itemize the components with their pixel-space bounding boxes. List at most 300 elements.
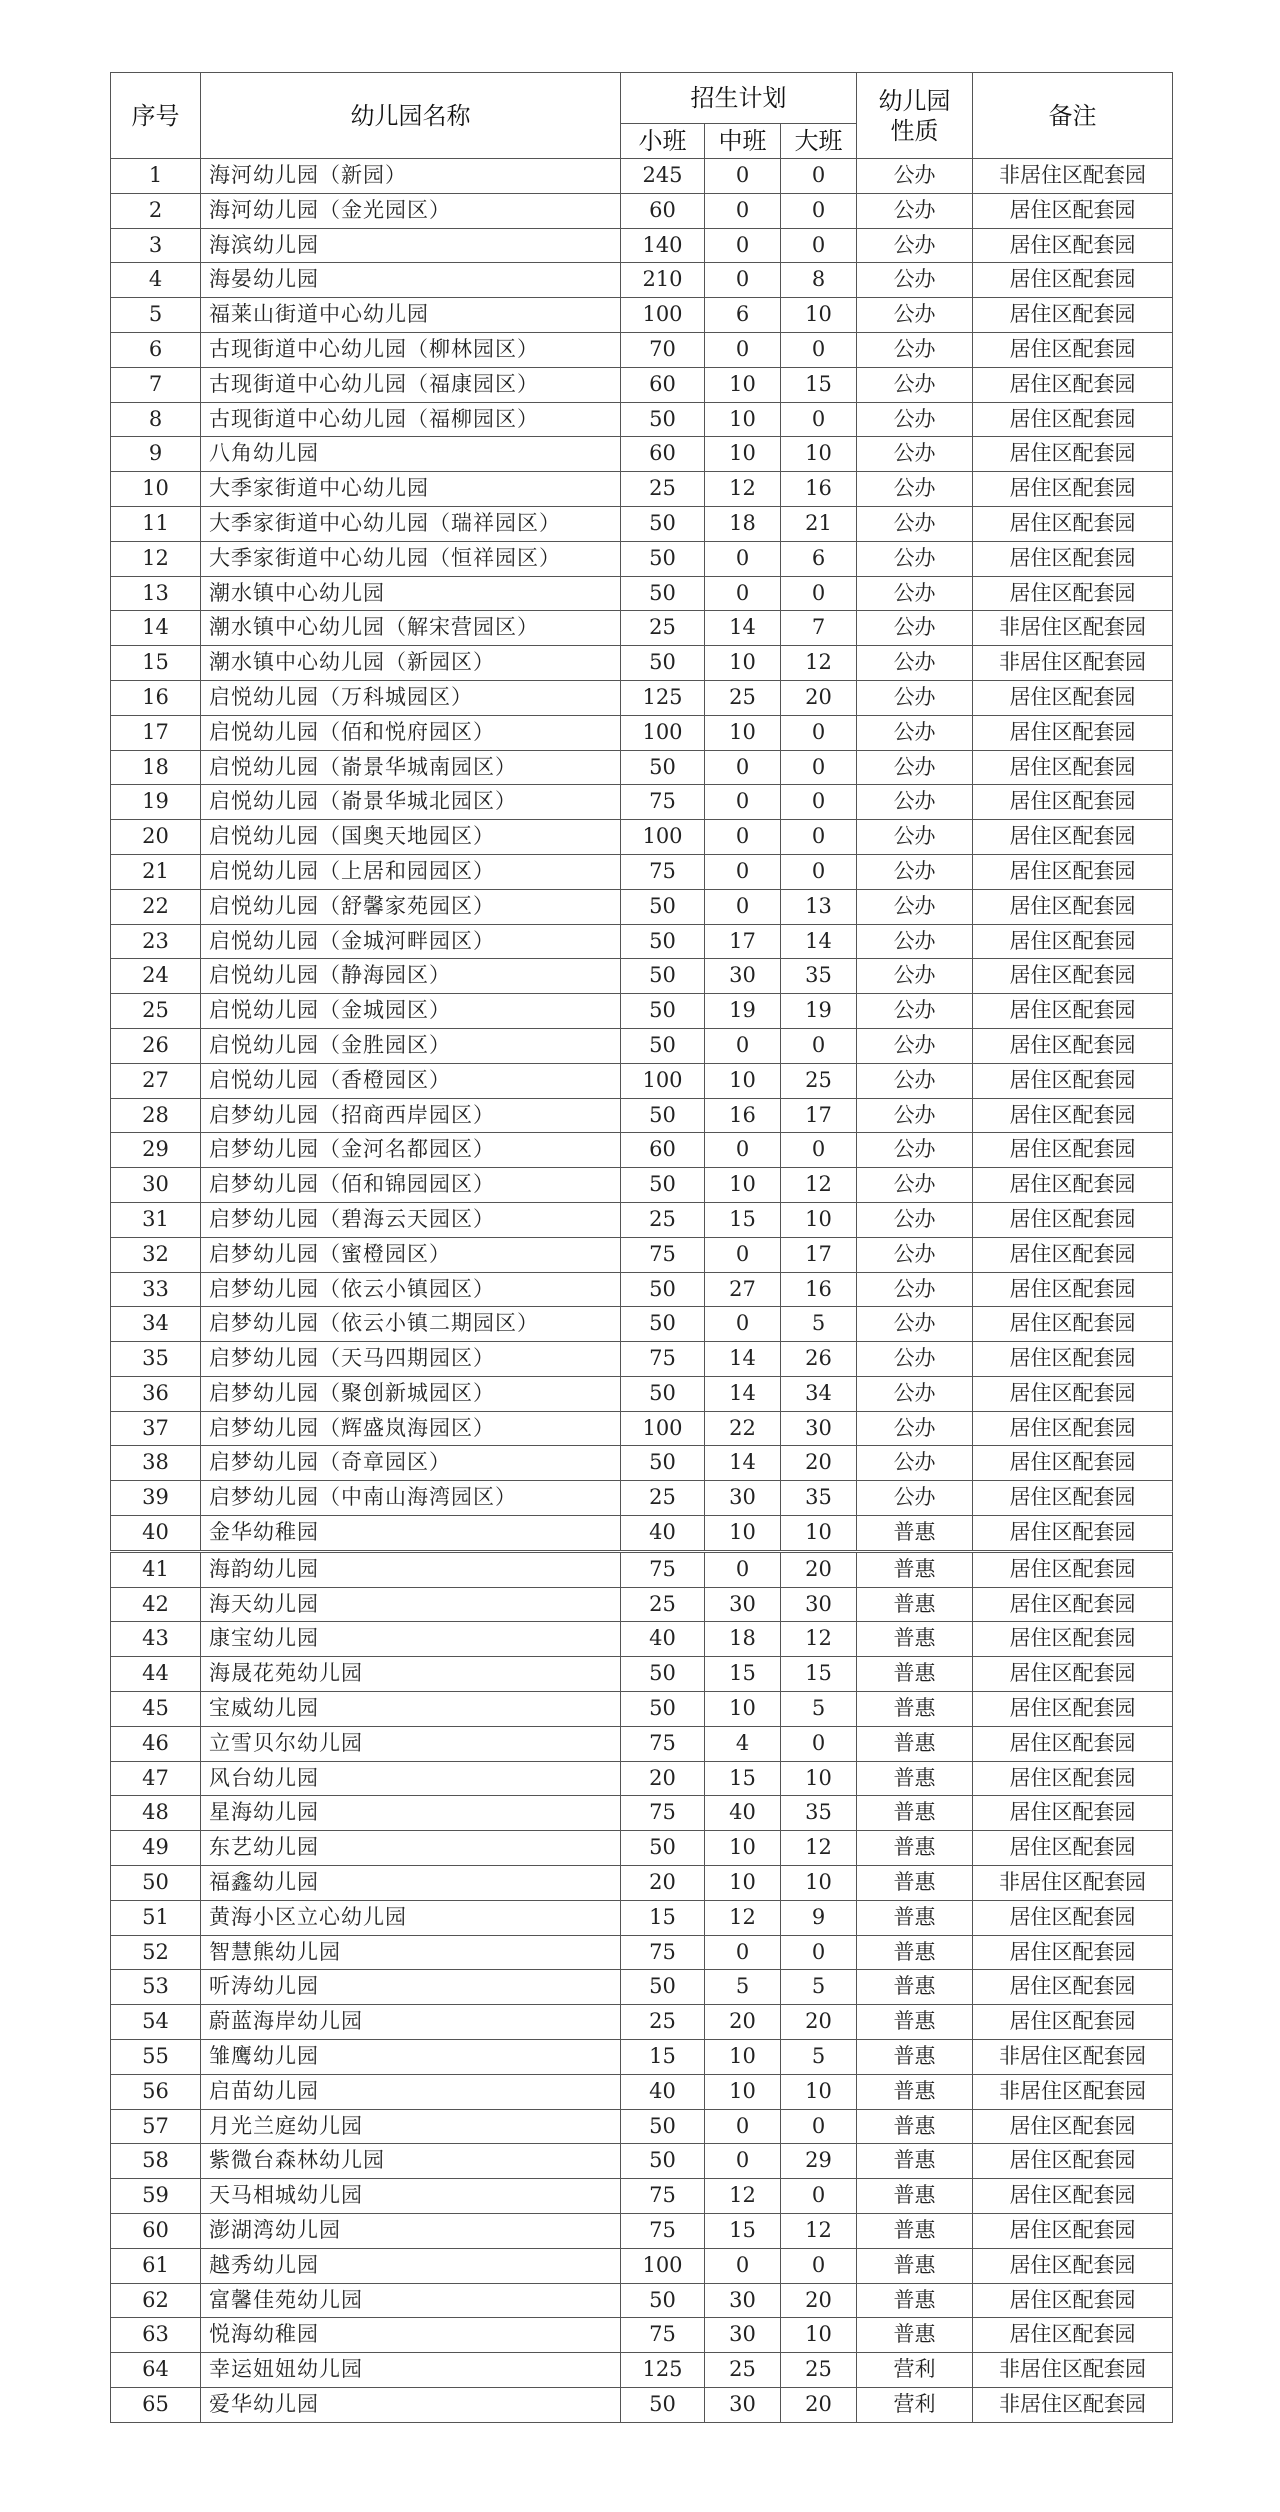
cell-note: 居住区配套园 — [973, 506, 1173, 541]
cell-middle: 40 — [705, 1796, 781, 1831]
cell-name: 古现街道中心幼儿园（柳林园区） — [201, 332, 621, 367]
table-row — [111, 1935, 1173, 1970]
cell-name: 紫微台森林幼儿园 — [201, 2144, 621, 2179]
table-row — [111, 1831, 1173, 1866]
table-row — [111, 437, 1173, 472]
cell-name: 天马相城幼儿园 — [201, 2179, 621, 2214]
cell-note: 非居住区配套园 — [973, 2353, 1173, 2388]
cell-note: 非居住区配套园 — [973, 2074, 1173, 2109]
cell-type: 公办 — [857, 611, 973, 646]
cell-type: 普惠 — [857, 2074, 973, 2109]
cell-middle: 0 — [705, 2144, 781, 2179]
cell-no: 35 — [111, 1342, 201, 1377]
cell-no: 43 — [111, 1622, 201, 1657]
cell-note: 居住区配套园 — [973, 263, 1173, 298]
cell-large: 5 — [781, 1307, 857, 1342]
cell-type: 公办 — [857, 715, 973, 750]
cell-no: 59 — [111, 2179, 201, 2214]
cell-middle: 0 — [705, 1551, 781, 1587]
cell-type: 普惠 — [857, 1587, 973, 1622]
cell-small: 100 — [621, 715, 705, 750]
cell-note: 居住区配套园 — [973, 785, 1173, 820]
cell-type: 公办 — [857, 263, 973, 298]
cell-small: 70 — [621, 332, 705, 367]
cell-name: 海河幼儿园（金光园区） — [201, 193, 621, 228]
table-row — [111, 228, 1173, 263]
cell-type: 普惠 — [857, 2318, 973, 2353]
cell-name: 启悦幼儿园（金城园区） — [201, 994, 621, 1029]
cell-middle: 0 — [705, 193, 781, 228]
cell-no: 47 — [111, 1761, 201, 1796]
table-row — [111, 2179, 1173, 2214]
cell-small: 100 — [621, 1063, 705, 1098]
cell-small: 75 — [621, 1935, 705, 1970]
table-row — [111, 402, 1173, 437]
cell-large: 0 — [781, 576, 857, 611]
cell-no: 62 — [111, 2283, 201, 2318]
cell-no: 21 — [111, 854, 201, 889]
cell-note: 居住区配套园 — [973, 750, 1173, 785]
cell-no: 40 — [111, 1516, 201, 1552]
cell-type: 公办 — [857, 159, 973, 194]
table-row — [111, 820, 1173, 855]
cell-middle: 30 — [705, 2388, 781, 2423]
cell-type: 普惠 — [857, 1657, 973, 1692]
cell-large: 30 — [781, 1587, 857, 1622]
cell-type: 普惠 — [857, 1761, 973, 1796]
cell-middle: 14 — [705, 1376, 781, 1411]
cell-name: 启梦幼儿园（天马四期园区） — [201, 1342, 621, 1377]
cell-middle: 10 — [705, 1831, 781, 1866]
cell-middle: 10 — [705, 1866, 781, 1901]
cell-note: 非居住区配套园 — [973, 159, 1173, 194]
cell-no: 29 — [111, 1133, 201, 1168]
cell-no: 64 — [111, 2353, 201, 2388]
cell-small: 50 — [621, 1970, 705, 2005]
cell-note: 居住区配套园 — [973, 298, 1173, 333]
cell-note: 非居住区配套园 — [973, 1866, 1173, 1901]
cell-name: 海天幼儿园 — [201, 1587, 621, 1622]
table-row — [111, 1168, 1173, 1203]
cell-small: 100 — [621, 820, 705, 855]
cell-note: 居住区配套园 — [973, 1237, 1173, 1272]
cell-type: 普惠 — [857, 1622, 973, 1657]
cell-name: 启梦幼儿园（聚创新城园区） — [201, 1376, 621, 1411]
cell-name: 启梦幼儿园（招商西岸园区） — [201, 1098, 621, 1133]
cell-name: 康宝幼儿园 — [201, 1622, 621, 1657]
cell-name: 海晏幼儿园 — [201, 263, 621, 298]
cell-large: 0 — [781, 715, 857, 750]
cell-type: 普惠 — [857, 2179, 973, 2214]
cell-type: 公办 — [857, 646, 973, 681]
table-row — [111, 1028, 1173, 1063]
cell-note: 居住区配套园 — [973, 1063, 1173, 1098]
cell-name: 启悦幼儿园（上居和园园区） — [201, 854, 621, 889]
cell-large: 10 — [781, 1866, 857, 1901]
table-row — [111, 576, 1173, 611]
cell-note: 居住区配套园 — [973, 2109, 1173, 2144]
cell-large: 25 — [781, 2353, 857, 2388]
table-row — [111, 1237, 1173, 1272]
cell-no: 16 — [111, 680, 201, 715]
cell-no: 56 — [111, 2074, 201, 2109]
cell-name: 启悦幼儿园（嵛景华城南园区） — [201, 750, 621, 785]
cell-middle: 25 — [705, 680, 781, 715]
cell-large: 0 — [781, 820, 857, 855]
cell-note: 居住区配套园 — [973, 1342, 1173, 1377]
cell-name: 蔚蓝海岸幼儿园 — [201, 2005, 621, 2040]
cell-no: 25 — [111, 994, 201, 1029]
cell-name: 雏鹰幼儿园 — [201, 2040, 621, 2075]
cell-middle: 0 — [705, 820, 781, 855]
cell-note: 居住区配套园 — [973, 854, 1173, 889]
cell-type: 普惠 — [857, 1516, 973, 1552]
cell-middle: 10 — [705, 437, 781, 472]
cell-type: 公办 — [857, 228, 973, 263]
table-row — [111, 1481, 1173, 1516]
cell-name: 启梦幼儿园（依云小镇二期园区） — [201, 1307, 621, 1342]
cell-small: 50 — [621, 1098, 705, 1133]
cell-large: 9 — [781, 1900, 857, 1935]
cell-note: 居住区配套园 — [973, 959, 1173, 994]
cell-small: 125 — [621, 2353, 705, 2388]
cell-note: 居住区配套园 — [973, 1935, 1173, 1970]
cell-name: 潮水镇中心幼儿园（新园区） — [201, 646, 621, 681]
cell-no: 38 — [111, 1446, 201, 1481]
cell-type: 公办 — [857, 402, 973, 437]
table-row — [111, 1726, 1173, 1761]
cell-note: 居住区配套园 — [973, 228, 1173, 263]
cell-middle: 4 — [705, 1726, 781, 1761]
table-row — [111, 2353, 1173, 2388]
table-row — [111, 854, 1173, 889]
cell-small: 50 — [621, 924, 705, 959]
cell-name: 立雪贝尔幼儿园 — [201, 1726, 621, 1761]
cell-name: 风台幼儿园 — [201, 1761, 621, 1796]
cell-large: 0 — [781, 1726, 857, 1761]
cell-middle: 30 — [705, 2318, 781, 2353]
cell-no: 10 — [111, 472, 201, 507]
cell-note: 居住区配套园 — [973, 2214, 1173, 2249]
cell-type: 公办 — [857, 367, 973, 402]
cell-middle: 0 — [705, 1935, 781, 1970]
cell-large: 12 — [781, 2214, 857, 2249]
cell-middle: 15 — [705, 1761, 781, 1796]
cell-large: 10 — [781, 1516, 857, 1552]
cell-type: 普惠 — [857, 2214, 973, 2249]
table-row — [111, 1098, 1173, 1133]
cell-name: 启梦幼儿园（碧海云天园区） — [201, 1202, 621, 1237]
cell-large: 0 — [781, 1935, 857, 1970]
cell-small: 40 — [621, 1622, 705, 1657]
cell-type: 公办 — [857, 1133, 973, 1168]
cell-note: 非居住区配套园 — [973, 2388, 1173, 2423]
cell-small: 75 — [621, 1551, 705, 1587]
cell-type: 普惠 — [857, 1551, 973, 1587]
cell-large: 5 — [781, 1692, 857, 1727]
cell-note: 居住区配套园 — [973, 2318, 1173, 2353]
cell-no: 22 — [111, 889, 201, 924]
cell-type: 公办 — [857, 193, 973, 228]
table-row — [111, 646, 1173, 681]
cell-type: 公办 — [857, 437, 973, 472]
cell-small: 40 — [621, 2074, 705, 2109]
cell-middle: 18 — [705, 1622, 781, 1657]
table-row — [111, 298, 1173, 333]
cell-no: 31 — [111, 1202, 201, 1237]
table-row — [111, 2144, 1173, 2179]
cell-middle: 15 — [705, 1202, 781, 1237]
cell-small: 50 — [621, 1307, 705, 1342]
cell-large: 0 — [781, 193, 857, 228]
cell-large: 5 — [781, 1970, 857, 2005]
cell-middle: 14 — [705, 1342, 781, 1377]
cell-type: 公办 — [857, 1342, 973, 1377]
cell-no: 17 — [111, 715, 201, 750]
cell-name: 大季家街道中心幼儿园 — [201, 472, 621, 507]
table-row — [111, 193, 1173, 228]
cell-note: 居住区配套园 — [973, 367, 1173, 402]
cell-type: 公办 — [857, 924, 973, 959]
cell-small: 75 — [621, 1342, 705, 1377]
table-row — [111, 994, 1173, 1029]
cell-note: 居住区配套园 — [973, 1657, 1173, 1692]
cell-no: 15 — [111, 646, 201, 681]
cell-type: 公办 — [857, 1202, 973, 1237]
cell-note: 居住区配套园 — [973, 715, 1173, 750]
cell-type: 普惠 — [857, 2248, 973, 2283]
cell-type: 公办 — [857, 1411, 973, 1446]
cell-small: 15 — [621, 1900, 705, 1935]
cell-small: 50 — [621, 750, 705, 785]
cell-note: 居住区配套园 — [973, 1307, 1173, 1342]
cell-large: 34 — [781, 1376, 857, 1411]
cell-middle: 0 — [705, 576, 781, 611]
cell-large: 6 — [781, 541, 857, 576]
cell-middle: 10 — [705, 1692, 781, 1727]
cell-type: 公办 — [857, 1307, 973, 1342]
table-row — [111, 263, 1173, 298]
cell-name: 星海幼儿园 — [201, 1796, 621, 1831]
cell-no: 51 — [111, 1900, 201, 1935]
cell-large: 20 — [781, 2388, 857, 2423]
header-note: 备注 — [973, 73, 1173, 159]
table-row — [111, 332, 1173, 367]
cell-note: 居住区配套园 — [973, 1272, 1173, 1307]
cell-middle: 10 — [705, 2074, 781, 2109]
header-type-line2: 性质 — [890, 116, 939, 145]
cell-middle: 0 — [705, 159, 781, 194]
cell-large: 10 — [781, 1202, 857, 1237]
cell-type: 公办 — [857, 854, 973, 889]
cell-middle: 0 — [705, 263, 781, 298]
cell-name: 启梦幼儿园（依云小镇园区） — [201, 1272, 621, 1307]
cell-no: 45 — [111, 1692, 201, 1727]
cell-no: 33 — [111, 1272, 201, 1307]
cell-no: 60 — [111, 2214, 201, 2249]
cell-note: 居住区配套园 — [973, 2283, 1173, 2318]
cell-large: 5 — [781, 2040, 857, 2075]
header-plan: 招生计划 — [621, 73, 857, 124]
cell-note: 居住区配套园 — [973, 1202, 1173, 1237]
table-row — [111, 1970, 1173, 2005]
cell-note: 居住区配套园 — [973, 576, 1173, 611]
table-row — [111, 1900, 1173, 1935]
cell-note: 居住区配套园 — [973, 1446, 1173, 1481]
enrollment-table-sheet — [110, 72, 1172, 2423]
cell-no: 57 — [111, 2109, 201, 2144]
table-row — [111, 1272, 1173, 1307]
cell-type: 普惠 — [857, 1831, 973, 1866]
cell-note: 居住区配套园 — [973, 820, 1173, 855]
cell-name: 启悦幼儿园（金城河畔园区） — [201, 924, 621, 959]
cell-large: 0 — [781, 2109, 857, 2144]
cell-note: 居住区配套园 — [973, 1761, 1173, 1796]
cell-small: 50 — [621, 506, 705, 541]
table-row — [111, 1796, 1173, 1831]
cell-name: 富馨佳苑幼儿园 — [201, 2283, 621, 2318]
cell-middle: 10 — [705, 1063, 781, 1098]
cell-type: 普惠 — [857, 1692, 973, 1727]
cell-name: 启梦幼儿园（奇章园区） — [201, 1446, 621, 1481]
cell-small: 20 — [621, 1866, 705, 1901]
cell-large: 0 — [781, 1133, 857, 1168]
cell-large: 12 — [781, 1831, 857, 1866]
cell-large: 12 — [781, 646, 857, 681]
table-row — [111, 2040, 1173, 2075]
cell-name: 东艺幼儿园 — [201, 1831, 621, 1866]
cell-large: 10 — [781, 298, 857, 333]
cell-type: 公办 — [857, 1481, 973, 1516]
header-no: 序号 — [111, 73, 201, 159]
cell-large: 26 — [781, 1342, 857, 1377]
cell-type: 公办 — [857, 994, 973, 1029]
cell-middle: 27 — [705, 1272, 781, 1307]
cell-name: 福莱山街道中心幼儿园 — [201, 298, 621, 333]
cell-name: 越秀幼儿园 — [201, 2248, 621, 2283]
table-row — [111, 2214, 1173, 2249]
cell-name: 悦海幼稚园 — [201, 2318, 621, 2353]
cell-type: 公办 — [857, 1376, 973, 1411]
cell-type: 公办 — [857, 576, 973, 611]
cell-large: 0 — [781, 402, 857, 437]
table-row — [111, 1133, 1173, 1168]
cell-small: 40 — [621, 1516, 705, 1552]
table-row — [111, 2074, 1173, 2109]
cell-note: 非居住区配套园 — [973, 2040, 1173, 2075]
cell-middle: 0 — [705, 750, 781, 785]
cell-small: 60 — [621, 367, 705, 402]
cell-small: 210 — [621, 263, 705, 298]
cell-name: 月光兰庭幼儿园 — [201, 2109, 621, 2144]
cell-note: 非居住区配套园 — [973, 646, 1173, 681]
cell-no: 13 — [111, 576, 201, 611]
cell-small: 60 — [621, 437, 705, 472]
table-row — [111, 1551, 1173, 1587]
cell-middle: 22 — [705, 1411, 781, 1446]
cell-middle: 10 — [705, 646, 781, 681]
cell-type: 公办 — [857, 1272, 973, 1307]
cell-name: 启悦幼儿园（香橙园区） — [201, 1063, 621, 1098]
cell-name: 启悦幼儿园（金胜园区） — [201, 1028, 621, 1063]
cell-note: 居住区配套园 — [973, 1831, 1173, 1866]
cell-middle: 30 — [705, 1481, 781, 1516]
cell-small: 25 — [621, 1587, 705, 1622]
cell-large: 12 — [781, 1622, 857, 1657]
cell-name: 幸运妞妞幼儿园 — [201, 2353, 621, 2388]
cell-small: 50 — [621, 646, 705, 681]
cell-type: 公办 — [857, 959, 973, 994]
cell-middle: 14 — [705, 611, 781, 646]
table-row — [111, 1307, 1173, 1342]
cell-type: 普惠 — [857, 2005, 973, 2040]
cell-no: 18 — [111, 750, 201, 785]
cell-note: 居住区配套园 — [973, 1587, 1173, 1622]
cell-small: 75 — [621, 1237, 705, 1272]
cell-no: 50 — [111, 1866, 201, 1901]
cell-name: 启梦幼儿园（中南山海湾园区） — [201, 1481, 621, 1516]
cell-middle: 18 — [705, 506, 781, 541]
cell-note: 居住区配套园 — [973, 1376, 1173, 1411]
cell-note: 居住区配套园 — [973, 2179, 1173, 2214]
table-row — [111, 506, 1173, 541]
cell-large: 17 — [781, 1098, 857, 1133]
table-row — [111, 680, 1173, 715]
cell-small: 50 — [621, 1272, 705, 1307]
cell-middle: 25 — [705, 2353, 781, 2388]
cell-name: 爱华幼儿园 — [201, 2388, 621, 2423]
cell-small: 125 — [621, 680, 705, 715]
cell-small: 50 — [621, 1028, 705, 1063]
cell-large: 15 — [781, 1657, 857, 1692]
cell-small: 100 — [621, 298, 705, 333]
table-row — [111, 1516, 1173, 1552]
cell-middle: 0 — [705, 1028, 781, 1063]
cell-no: 27 — [111, 1063, 201, 1098]
cell-note: 居住区配套园 — [973, 889, 1173, 924]
cell-large: 8 — [781, 263, 857, 298]
cell-type: 公办 — [857, 820, 973, 855]
cell-middle: 0 — [705, 228, 781, 263]
cell-type: 公办 — [857, 1237, 973, 1272]
cell-middle: 6 — [705, 298, 781, 333]
cell-type: 公办 — [857, 1028, 973, 1063]
cell-note: 居住区配套园 — [973, 1481, 1173, 1516]
cell-type: 公办 — [857, 332, 973, 367]
table-row — [111, 750, 1173, 785]
table-row — [111, 2283, 1173, 2318]
cell-small: 25 — [621, 611, 705, 646]
cell-no: 53 — [111, 1970, 201, 2005]
cell-small: 50 — [621, 541, 705, 576]
cell-middle: 0 — [705, 2248, 781, 2283]
cell-middle: 19 — [705, 994, 781, 1029]
cell-small: 25 — [621, 472, 705, 507]
cell-middle: 0 — [705, 1133, 781, 1168]
header-small: 小班 — [621, 124, 705, 159]
table-row — [111, 2109, 1173, 2144]
cell-note: 居住区配套园 — [973, 1692, 1173, 1727]
cell-note: 居住区配套园 — [973, 1622, 1173, 1657]
cell-name: 启梦幼儿园（辉盛岚海园区） — [201, 1411, 621, 1446]
cell-large: 0 — [781, 1028, 857, 1063]
cell-middle: 15 — [705, 2214, 781, 2249]
cell-name: 福鑫幼儿园 — [201, 1866, 621, 1901]
cell-name: 智慧熊幼儿园 — [201, 1935, 621, 1970]
cell-small: 140 — [621, 228, 705, 263]
cell-type: 普惠 — [857, 2109, 973, 2144]
cell-small: 50 — [621, 2144, 705, 2179]
